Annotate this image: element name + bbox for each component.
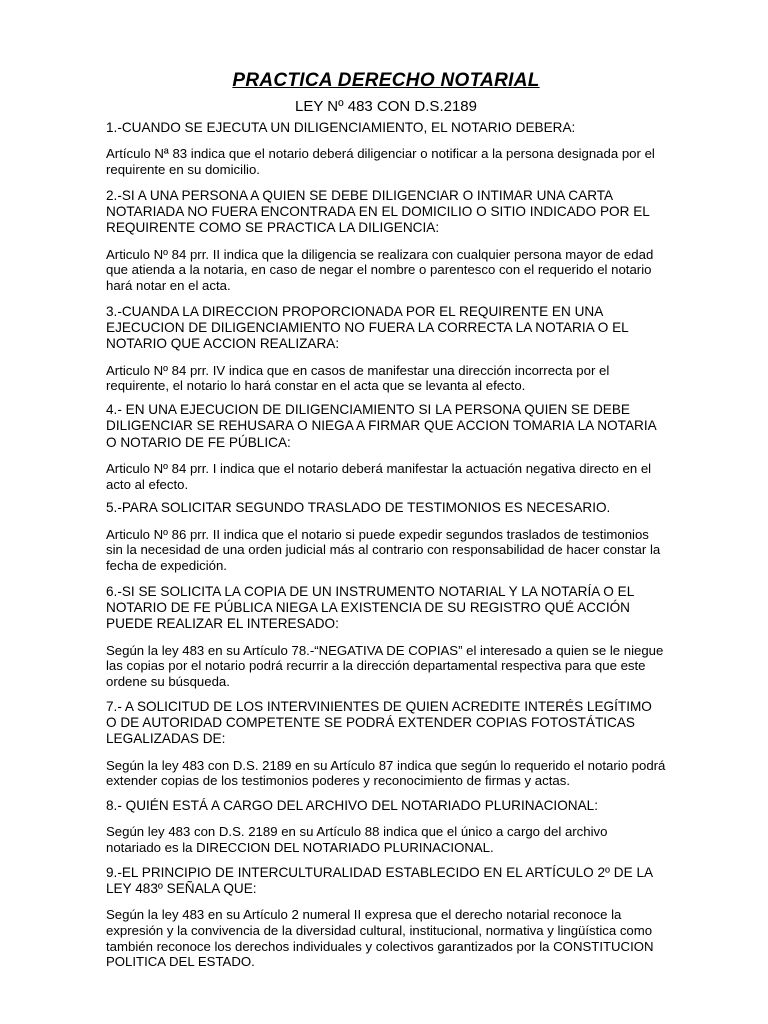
document-title: PRACTICA DERECHO NOTARIAL: [232, 70, 540, 91]
question-1: 1.-CUANDO SE EJECUTA UN DILIGENCIAMIENTO, EL NOTARIO DEBERA:: [106, 120, 576, 135]
question-8: 8.- QUIÉN ESTÁ A CARGO DEL ARCHIVO DEL NOTARIADO PLURINACIONAL:: [106, 798, 599, 813]
answer-3: Articulo Nº 84 prr. IV indica que en casos de manifestar una dirección incorrecta por el requirente, el notario lo hará constar en el acta que se levanta al efecto.: [106, 362, 610, 394]
answer-6: Según la ley 483 en su Artículo 78.-“NEGATIVA DE COPIAS” el interesado a quien se le niegue las copias por el notario podrá recurrir a la dirección departamental respectiva para que este ordene su búsqueda.: [106, 642, 664, 689]
question-4: 4.- EN UNA EJECUCION DE DILIGENCIAMIENTO SI LA PERSONA QUIEN SE DEBE DILIGENCIAR SE REHUSARA O NIEGA A FIRMAR QUE ACCION TOMARIA LA NOTARIA O NOTARIO DE FE PÚBLICA:: [106, 402, 656, 450]
question-3: 3.-CUANDA LA DIRECCION PROPORCIONADA POR EL REQUIRENTE EN UNA EJECUCION DE DILIGENCIAMIENTO NO FUERA LA CORRECTA LA NOTARIA O EL NOTARIO QUE ACCION REALIZARA:: [106, 303, 629, 352]
question-9: 9.-EL PRINCIPIO DE INTERCULTURALIDAD ESTABLECIDO EN EL ARTÍCULO 2º DE LA LEY 483º SEÑALA QUE:: [106, 864, 653, 896]
answer-4: Articulo Nº 84 prr. I indica que el notario deberá manifestar la actuación negativa directo en el acto al efecto.: [106, 461, 652, 492]
document-subtitle: LEY Nº 483 CON D.S.2189: [295, 98, 477, 115]
answer-1: Artículo Nª 83 indica que el notario deberá diligenciar o notificar a la persona designada por el requirente en su domicilio.: [106, 146, 655, 177]
document-page: [106, 70, 666, 970]
answer-7: Según la ley 483 con D.S. 2189 en su Artículo 87 indica que según lo requerido el notario podrá extender copias de los testimonios poderes y reconocimiento de firmas y actas.: [106, 757, 666, 789]
answer-9: Según la ley 483 en su Artículo 2 numeral II expresa que el derecho notarial reconoce la expresión y la convivencia de la diversidad cultural, institucional, normativa y lingüística como también reconoce los derechos individuales y colectivos garantizados por la CONSTITUCION POLITICA DEL ESTADO.: [106, 907, 654, 970]
question-7: 7.- A SOLICITUD DE LOS INTERVINIENTES DE QUIEN ACREDITE INTERÉS LEGÍTIMO O DE AUTORIDAD COMPETENTE SE PODRÁ EXTENDER COPIAS FOTOSTÁTICAS LEGALIZADAS DE:: [106, 698, 652, 747]
answer-5: Articulo Nº 86 prr. II indica que el notario si puede expedir segundos traslados de testimonios sin la necesidad de una orden judicial más al contrario con responsabilidad de hacer constar la fecha de expedición.: [106, 526, 661, 573]
answer-2: Articulo Nº 84 prr. II indica que la diligencia se realizara con cualquier persona mayor de edad que atienda a la notaria, en caso de negar el nombre o parentesco con el requerido el notario hará notar en el acta.: [106, 246, 654, 293]
question-2: 2.-SI A UNA PERSONA A QUIEN SE DEBE DILIGENCIAR O INTIMAR UNA CARTA NOTARIADA NO FUERA ENCONTRADA EN EL DOMICILIO O SITIO INDICADO POR EL REQUIRENTE COMO SE PRACTICA LA DILIGENCIA:: [106, 187, 650, 236]
question-6: 6.-SI SE SOLICITA LA COPIA DE UN INSTRUMENTO NOTARIAL Y LA NOTARÍA O EL NOTARIO DE FE PÚBLICA NIEGA LA EXISTENCIA DE SU REGISTRO QUÉ ACCIÓN PUEDE REALIZAR EL INTERESADO:: [106, 583, 634, 632]
question-5: 5.-PARA SOLICITAR SEGUNDO TRASLADO DE TESTIMONIOS ES NECESARIO.: [106, 500, 611, 516]
answer-8: Según ley 483 con D.S. 2189 en su Artículo 88 indica que el único a cargo del archivo notariado es la DIRECCION DEL NOTARIADO PLURINACIONAL.: [106, 824, 608, 855]
